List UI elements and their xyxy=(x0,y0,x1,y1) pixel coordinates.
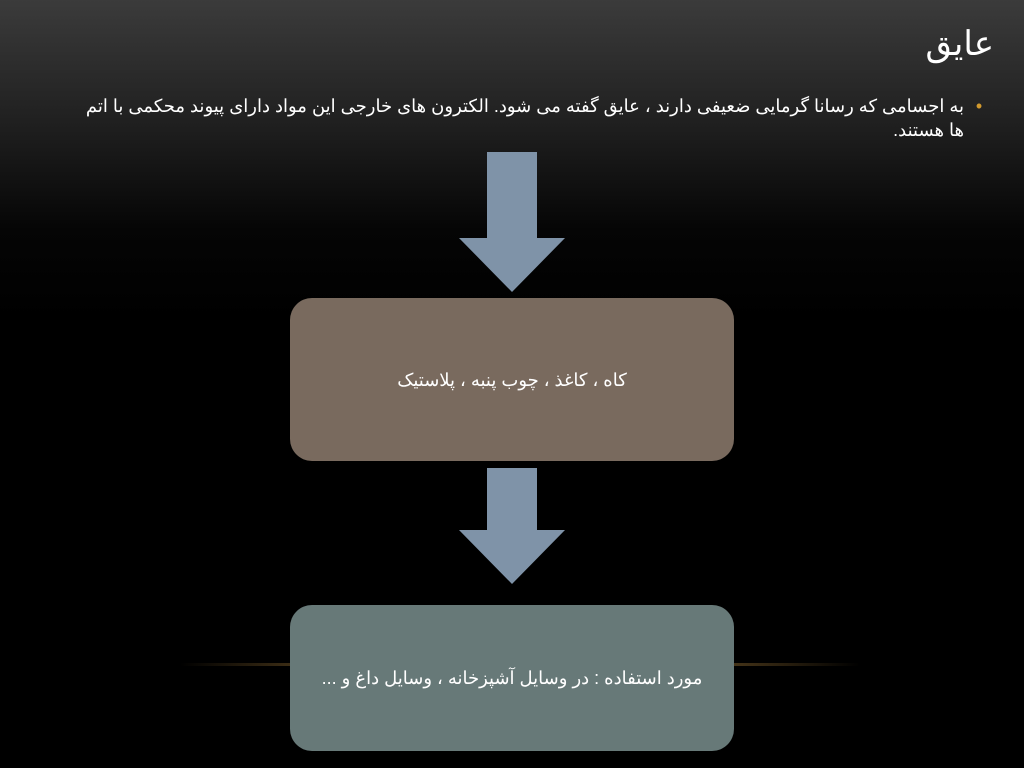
bullet-item xyxy=(64,94,994,142)
slide-title: عایق xyxy=(925,25,994,63)
bullet-text: به اجسامی که رسانا گرمایی ضعیفی دارند ، عایق گفته می شود. الکترون های خارجی این مواد دارای پیوند محکمی با اتم ها هستند. xyxy=(85,96,964,140)
flow-box-usage xyxy=(290,605,734,751)
flow-box-materials-text: کاه ، کاغذ ، چوب پنبه ، پلاستیک xyxy=(397,369,627,390)
flow-box-usage-text: مورد استفاده : در وسایل آشپزخانه ، وسایل داغ و ... xyxy=(321,668,703,688)
bullet-dot-icon: • xyxy=(975,96,983,116)
arrow-down-icon xyxy=(459,468,565,584)
arrow-down-icon xyxy=(459,152,565,292)
flow-box-materials xyxy=(290,298,734,461)
